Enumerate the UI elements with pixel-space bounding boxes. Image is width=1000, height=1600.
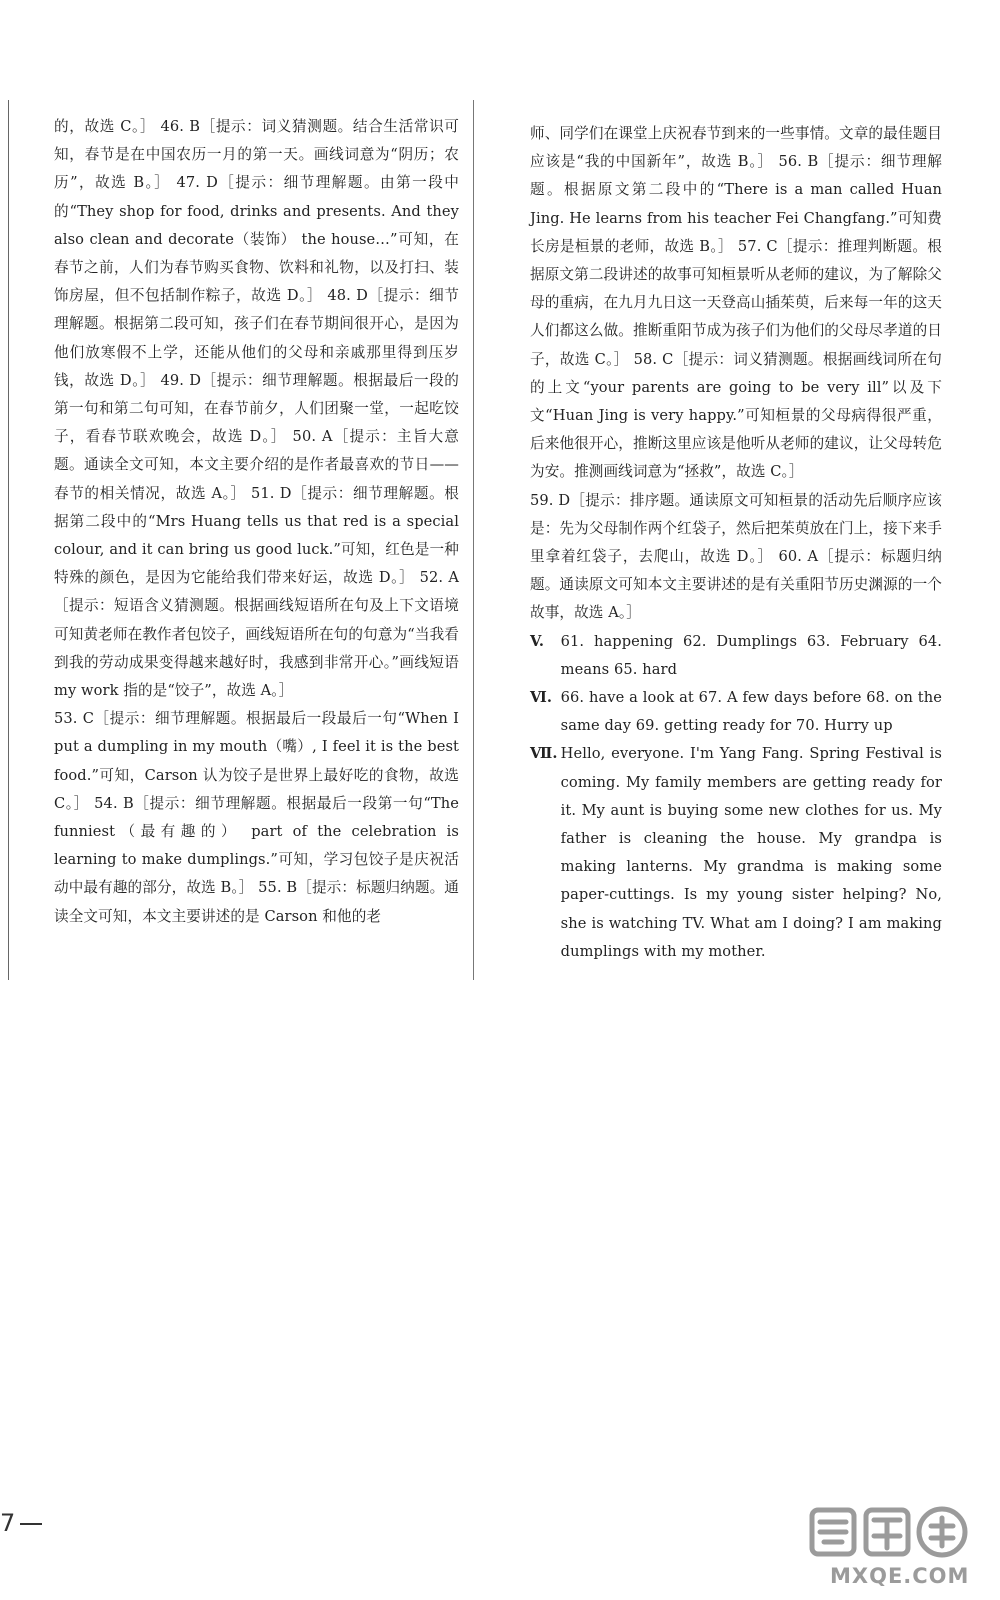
section-five	[530, 628, 942, 684]
right-column	[530, 120, 942, 966]
section-seven-writing	[530, 740, 942, 966]
left-answers-53-55: 53. C［提示：细节理解题。根据最后一段最后一句“When I put a dumpling in my mouth（嘴）, I feel it is the best food.”可知，Carson 认为饺子是世界上最好吃的食物，故选 C。］ 54. B［提示：细节理解题。根据最后一段第一句“The funniest（最有趣的） part of the celebration is learning to make dumplings.”可知，学习包饺子是庆祝活动中最有趣的部分，故选 B。］ 55. B［提示：标题归纳题。通读全文可知，本文主要讲述的是 Carson 和他的老	[54, 710, 459, 925]
right-answers-55-58: 师、同学们在课堂上庆祝春节到来的一些事情。文章的最佳题目应该是“我的中国新年”，故选 B。］ 56. B［提示：细节理解题。根据原文第二段中的“There is a man called Huan Jing. He learns from his teacher Fei Changfang.”可知费长房是桓景的老师，故选 B。］ 57. C［提示：推理判断题。根据原文第二段讲述的故事可知桓景听从老师的建议，为了解除父母的重病，在九月九日这一天登高山插茱萸，后来每一年的这天人们都这么做。推断重阳节成为孩子们为他们的父母尽孝道的日子，故选 C。］ 58. C［提示：词义猜测题。根据画线词所在句的上文“your parents are going to be very ill”以及下文“Huan Jing is very happy.”可知桓景的父母病得很严重，后来他很开心，推断这里应该是他听从老师的建议，让父母转危为安。推测画线词意为“拯救”，故选 C。］	[530, 125, 942, 481]
section-number: Ⅶ.	[530, 745, 558, 763]
section-six	[530, 684, 942, 740]
page-number: 7	[0, 1509, 16, 1537]
column-divider	[473, 100, 474, 980]
watermark-logo	[800, 1500, 980, 1595]
left-answers-46-52: 的，故选 C。］ 46. B［提示：词义猜测题。结合生活常识可知，春节是在中国农历一月的第一天。画线词意为“阴历；农历”，故选 B。］ 47. D［提示：细节理解题。由第一段中的“They shop for food, drinks and presents. And they also clean and decorate（装饰） the house…”可知，在春节之前，人们为春节购买食物、饮料和礼物，以及打扫、装饰房屋，但不包括制作粽子，故选 D。］ 48. D［提示：细节理解题。根据第二段可知，孩子们在春节期间很开心，是因为他们放寒假不上学，还能从他们的父母和亲戚那里得到压岁钱，故选 D。］ 49. D［提示：细节理解题。根据最后一段的第一句和第二句可知，在春节前夕，人们团聚一堂，一起吃饺子，看春节联欢晚会，故选 D。］ 50. A［提示：主旨大意题。通读全文可知，本文主要介绍的是作者最喜欢的节日——春节的相关情况，故选 A。］ 51. D［提示：细节理解题。根据第二段中的“Mrs Huang tells us that red is a special colour, and it can bring us good luck.”可知，红色是一种特殊的颜色，是因为它能给我们带来好运，故选 D。］ 52. A［提示：短语含义猜测题。根据画线短语所在句及上下文语境可知黄老师在教作者包饺子，画线短语所在句的句意为“当我看到我的劳动成果变得越来越好时，我感到非常开心。”画线短语 my work 指的是“饺子”，故选 A。］	[54, 118, 459, 700]
page-number-dash	[20, 1523, 42, 1525]
left-column	[54, 113, 459, 931]
section-number: Ⅵ.	[530, 689, 553, 707]
page-edge-line	[8, 100, 9, 980]
section-number: V.	[530, 632, 545, 650]
right-answers-59-60: 59. D［提示：排序题。通读原文可知桓景的活动先后顺序应该是：先为父母制作两个红袋子，然后把茱萸放在门上，接下来手里拿着红袋子，去爬山，故选 D。］ 60. A［提示：标题归纳题。通读原文可知本文主要讲述的是有关重阳节历史渊源的一个故事，故选 A。］	[530, 491, 942, 622]
writing-sample: Hello, everyone. I'm Yang Fang. Spring Festival is coming. My family members are getting ready for it. My aunt is buying some new clothes for us. My father is cleaning the house. My grandpa is making lanterns. My grandma is making some paper-cuttings. Is my young sister helping? No, she is watching TV. What am I doing? I am making dumplings with my mother.	[560, 745, 942, 960]
section-answers: 66. have a look at 67. A few days before 68. on the same day 69. getting ready for 70. Hurry up	[560, 689, 942, 735]
section-answers: 61. happening 62. Dumplings 63. February 64. means 65. hard	[560, 632, 942, 678]
watermark-emblem-icon	[800, 1500, 980, 1566]
watermark-url: MXQE.COM	[830, 1564, 970, 1588]
